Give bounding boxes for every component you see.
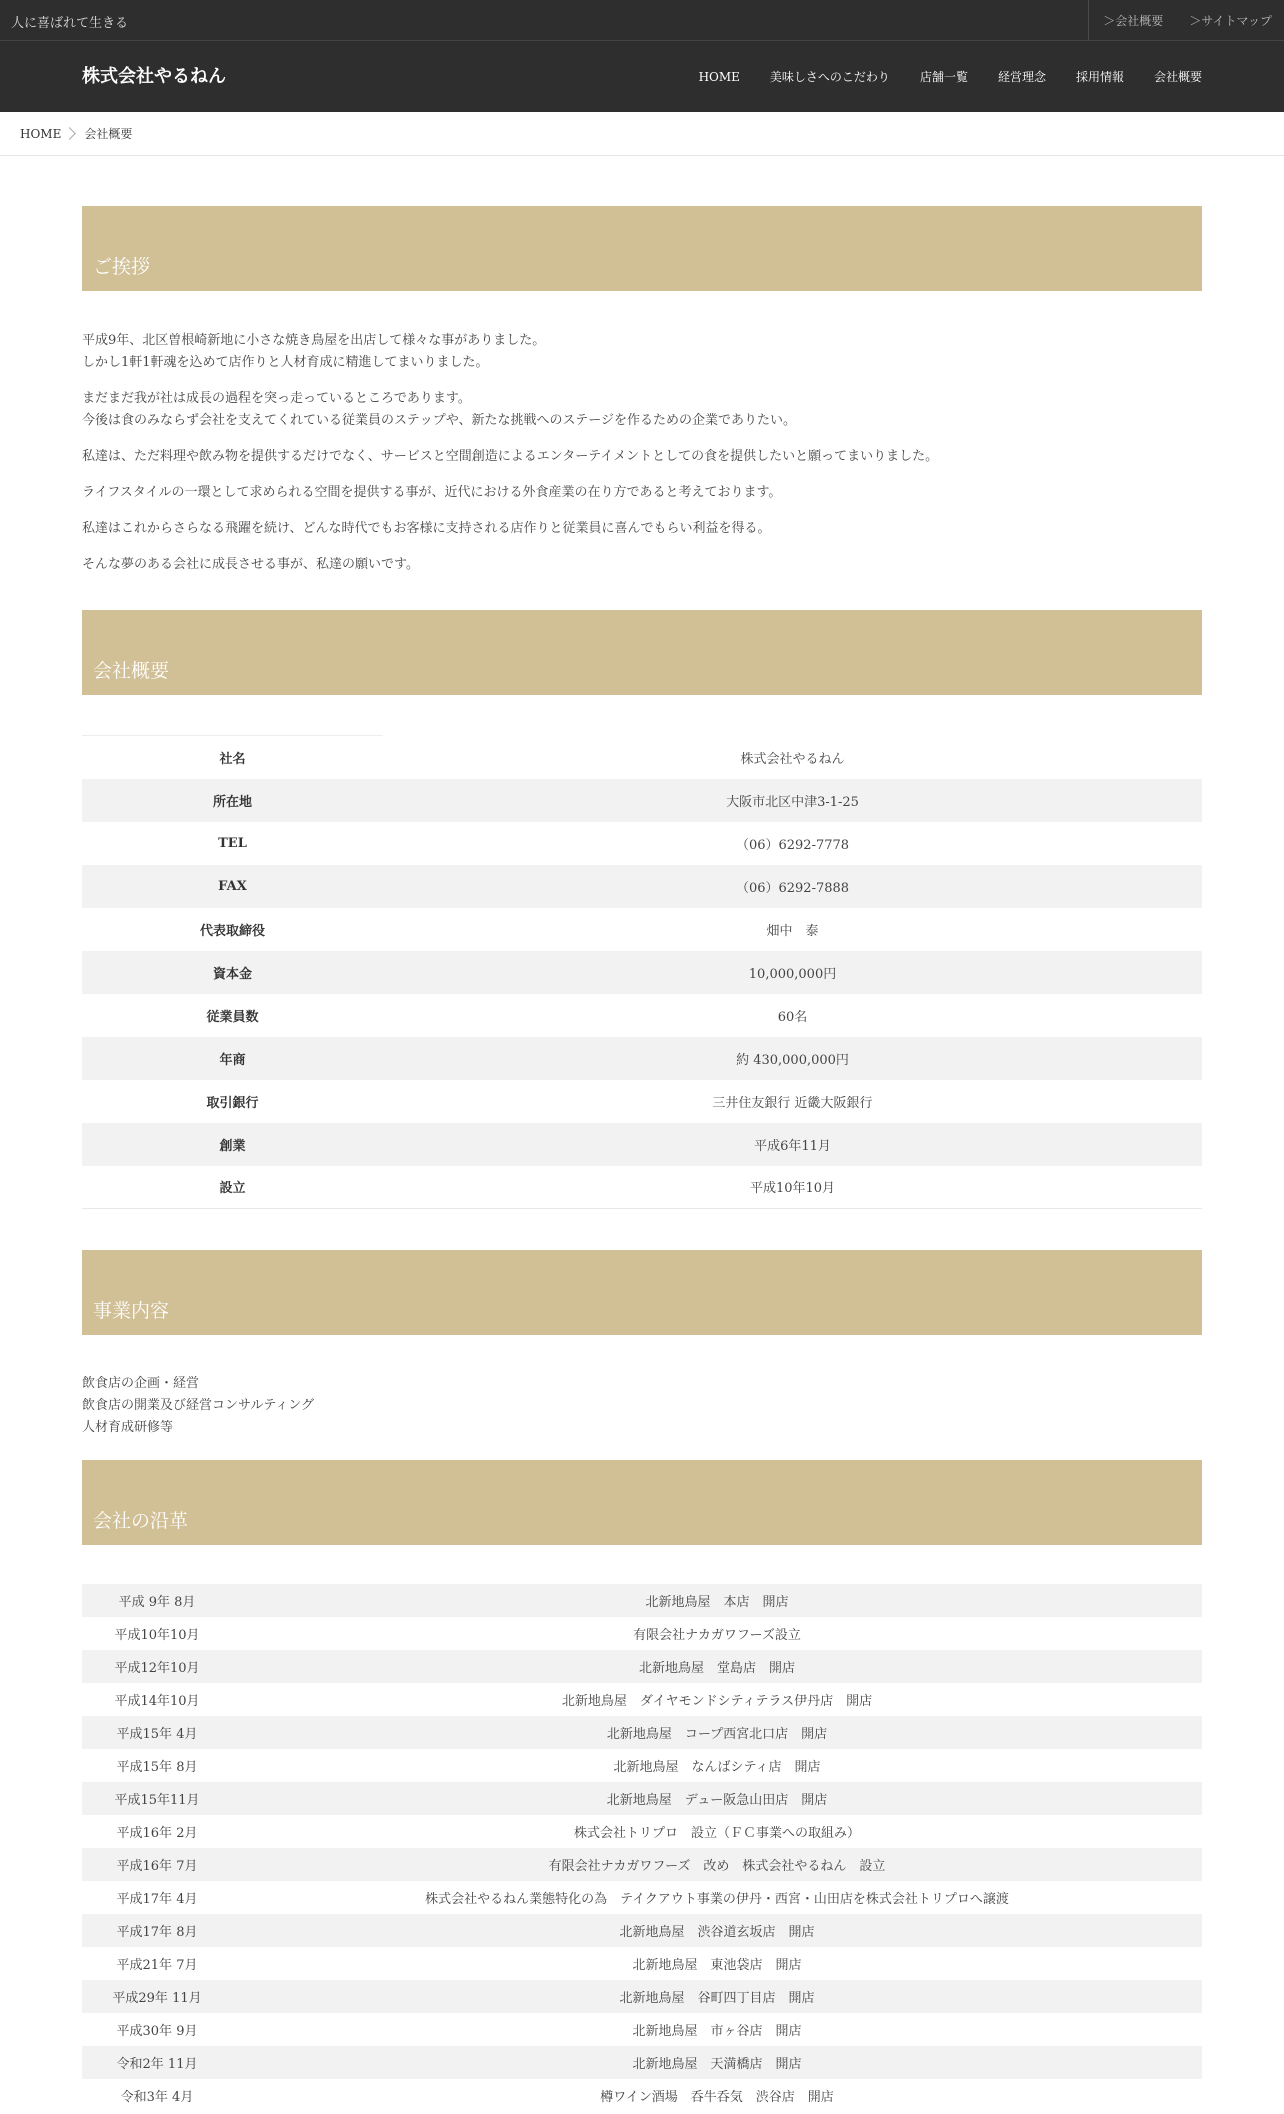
greeting-body [82, 330, 1202, 576]
greeting-paragraph [82, 482, 1202, 504]
history-date: 平成21年 7月 [116, 1958, 198, 1973]
greeting-text: 私達はこれからさらなる飛躍を続け、どんな時代でもお客様に支持される店作りと従業員に喜んでもらい利益を得る。 [82, 521, 771, 536]
info-label: TEL [218, 835, 247, 851]
history-date: 平成17年 8月 [82, 1914, 232, 1947]
list-item: 人材育成研修等 [82, 1420, 174, 1435]
table-row [82, 951, 1202, 994]
info-value: 10,000,000円 [383, 951, 1202, 994]
table-row [82, 1037, 1202, 1080]
table-row [82, 1980, 1202, 2013]
history-event: 有限会社ナカガワフーズ設立 [633, 1628, 801, 1643]
business-heading [82, 1250, 1202, 1335]
history-date: 平成15年11月 [82, 1782, 232, 1815]
company-title: 会社概要 [93, 660, 170, 682]
history-date: 平成14年10月 [114, 1694, 200, 1709]
info-label: 社名 [82, 736, 383, 779]
history-date: 平成15年 4月 [82, 1716, 232, 1749]
table-row [82, 1166, 1202, 1209]
list-item: 飲食店の企画・経営 [82, 1376, 200, 1391]
table-row [82, 736, 1202, 779]
table-row [82, 1947, 1202, 1980]
info-label: 代表取締役 [199, 923, 265, 939]
greeting-paragraph [82, 554, 1202, 576]
history-event: 株式会社やるねん業態特化の為 テイクアウト事業の伊丹・西宮・山田店を株式会社トリプロへ譲渡 [425, 1892, 1009, 1907]
table-row [82, 779, 1202, 822]
info-value: 畑中 泰 [766, 923, 819, 939]
greeting-text: 平成9年、北区曽根崎新地に小さな焼き鳥屋を出店して様々な事がありました。 しかし1軒1軒魂を込めて店作りと人材育成に精進してまいりました。 [82, 333, 546, 370]
history-event: 北新地鳥屋 なんばシティ店 開店 [613, 1760, 821, 1775]
history-event: 樽ワイン酒場 呑牛呑気 渋谷店 開店 [600, 2090, 834, 2105]
main-content [82, 206, 1202, 2112]
history-event: 北新地鳥屋 市ヶ谷店 開店 [632, 2024, 802, 2039]
info-value: 平成10年10月 [383, 1166, 1202, 1209]
table-row [82, 2013, 1202, 2046]
breadcrumb [0, 112, 1284, 156]
company-heading [82, 610, 1202, 695]
table-row [82, 1584, 1202, 1617]
site-header [0, 41, 1284, 112]
info-label: 設立 [82, 1166, 383, 1209]
greeting-paragraph [82, 446, 1202, 468]
sitemap-link[interactable]: ＞サイトマップ [1189, 13, 1272, 28]
history-date: 平成16年 7月 [82, 1848, 232, 1881]
info-value: 60名 [777, 1009, 808, 1025]
history-date: 平成30年 9月 [116, 2024, 198, 2039]
breadcrumb-current: 会社概要 [84, 127, 133, 141]
history-event: 北新地鳥屋 天満橋店 開店 [232, 2046, 1202, 2079]
history-event: 北新地鳥屋 コープ西宮北口店 開店 [232, 1716, 1202, 1749]
greeting-paragraph [82, 388, 1202, 432]
nav-company[interactable]: 会社概要 [1153, 70, 1202, 84]
greeting-heading [82, 206, 1202, 291]
info-label: 年商 [82, 1037, 383, 1080]
history-heading [82, 1460, 1202, 1545]
history-date: 令和3年 4月 [120, 2090, 194, 2105]
history-event: 北新地鳥屋 渋谷道玄坂店 開店 [232, 1914, 1202, 1947]
table-row [82, 908, 1202, 951]
nav-stores[interactable]: 店舗一覧 [919, 70, 968, 84]
chevron-right-icon [63, 127, 76, 140]
table-row [82, 1749, 1202, 1782]
table-row [82, 1881, 1202, 1914]
greeting-title: ご挨拶 [93, 256, 151, 278]
history-event: 北新地鳥屋 堂島店 開店 [232, 1650, 1202, 1683]
history-event: 北新地鳥屋 本店 開店 [232, 1584, 1202, 1617]
company-info-table [82, 735, 1202, 1209]
table-row [82, 1815, 1202, 1848]
history-date: 平成16年 2月 [116, 1826, 198, 1841]
greeting-text: そんな夢のある会社に成長させる事が、私達の願いです。 [82, 557, 419, 572]
table-row [82, 1080, 1202, 1123]
greeting-text: まだまだ我が社は成長の過程を突っ走っているところであります。 今後は食のみならず会社を支えてくれている従業員のステップや、新たな挑戦へのステージを作るための企業でありたい。 [82, 391, 796, 428]
nav-home[interactable]: HOME [698, 69, 740, 84]
top-bar [0, 0, 1284, 41]
greeting-text: ライフスタイルの一環として求められる空間を提供する事が、近代における外食産業の在り方であると考えております。 [82, 485, 782, 500]
business-title: 事業内容 [93, 1300, 170, 1322]
info-label: 従業員数 [206, 1009, 259, 1025]
table-row [82, 1683, 1202, 1716]
nav-recruit[interactable]: 採用情報 [1075, 70, 1124, 84]
history-event: 有限会社ナカガワフーズ 改め 株式会社やるねん 設立 [232, 1848, 1202, 1881]
history-title: 会社の沿革 [93, 1510, 189, 1532]
info-value: 平成6年11月 [383, 1123, 1202, 1166]
info-value: 大阪市北区中津3-1-25 [383, 779, 1202, 822]
nav-philosophy[interactable]: 経営理念 [997, 70, 1046, 84]
table-row [82, 1848, 1202, 1881]
history-date: 平成17年 4月 [116, 1892, 198, 1907]
history-date: 平成10年10月 [114, 1628, 200, 1643]
table-row [82, 822, 1202, 865]
history-date: 平成 9年 8月 [82, 1584, 232, 1617]
table-row [82, 1123, 1202, 1166]
greeting-text: 私達は、ただ料理や飲み物を提供するだけでなく、サービスと空間創造によるエンターテイメントとしての食を提供したいと願ってまいりました。 [82, 449, 939, 464]
history-date: 令和2年 11月 [82, 2046, 232, 2079]
history-event: 北新地鳥屋 ダイヤモンドシティテラス伊丹店 開店 [561, 1694, 873, 1709]
info-label: FAX [82, 865, 383, 908]
history-date: 平成12年10月 [82, 1650, 232, 1683]
table-row [82, 1782, 1202, 1815]
info-value: 約 430,000,000円 [383, 1037, 1202, 1080]
table-row [82, 2046, 1202, 2079]
table-row [82, 994, 1202, 1037]
info-value: （06）6292-7888 [383, 865, 1202, 908]
utility-links [1088, 0, 1284, 40]
info-value: 三井住友銀行 近畿大阪銀行 [712, 1095, 873, 1111]
business-list [82, 1373, 1202, 1439]
history-table [82, 1584, 1202, 2112]
history-date: 平成15年 8月 [116, 1760, 198, 1775]
history-event: 株式会社トリプロ 設立（ＦＣ事業への取組み） [573, 1826, 860, 1841]
breadcrumb-home[interactable]: HOME [20, 126, 62, 141]
site-logo[interactable]: 株式会社やるねん [82, 66, 226, 87]
table-row [82, 2079, 1202, 2112]
site-tagline: 人に喜ばれて生きる [11, 16, 129, 31]
history-date: 平成29年 11月 [82, 1980, 232, 2013]
nav-commitment[interactable]: 美味しさへのこだわり [769, 70, 890, 84]
table-row [82, 1914, 1202, 1947]
greeting-paragraph [82, 518, 1202, 540]
company-overview-link[interactable]: ＞会社概要 [1103, 13, 1164, 28]
history-event: 北新地鳥屋 東池袋店 開店 [632, 1958, 802, 1973]
info-label: 取引銀行 [206, 1095, 259, 1111]
info-label: 資本金 [82, 951, 383, 994]
history-event: 北新地鳥屋 デュー阪急山田店 開店 [232, 1782, 1202, 1815]
table-row [82, 1650, 1202, 1683]
main-nav [669, 41, 1202, 112]
history-event: 北新地鳥屋 谷町四丁目店 開店 [232, 1980, 1202, 2013]
info-label: 所在地 [82, 779, 383, 822]
info-label: 創業 [82, 1123, 383, 1166]
table-row [82, 1716, 1202, 1749]
info-value: （06）6292-7778 [735, 837, 850, 853]
list-item: 飲食店の開業及び経営コンサルティング [82, 1398, 315, 1413]
info-value: 株式会社やるねん [740, 751, 845, 767]
table-row [82, 865, 1202, 908]
greeting-paragraph [82, 330, 1202, 374]
table-row [82, 1617, 1202, 1650]
